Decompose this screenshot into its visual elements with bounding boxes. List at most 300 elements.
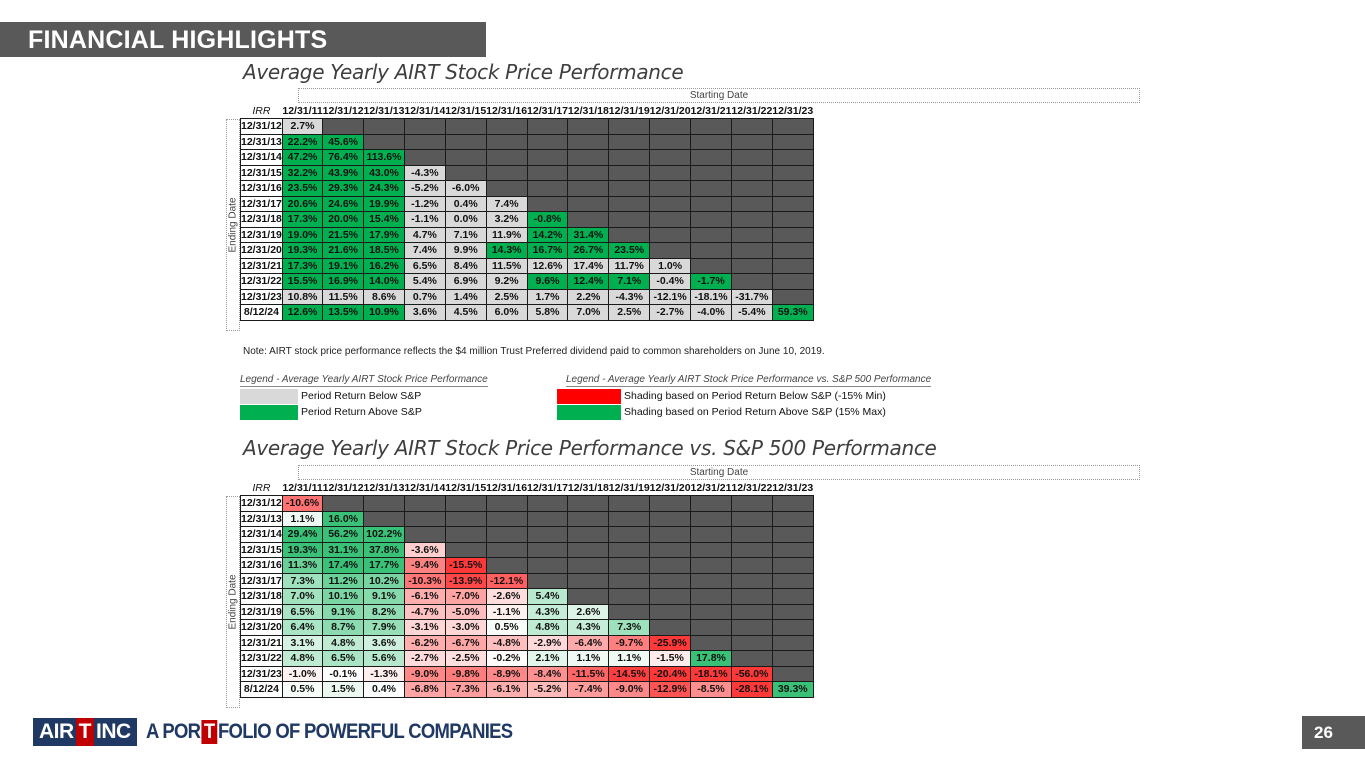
table-cell: 16.7% (527, 243, 568, 259)
empty-cell (568, 119, 609, 135)
empty-cell (486, 119, 527, 135)
empty-cell (486, 527, 527, 543)
column-header: 12/31/13 (363, 104, 405, 117)
table-cell: 17.3% (282, 212, 322, 228)
table-cell: -4.0% (691, 305, 732, 321)
column-header: 12/31/11 (282, 481, 323, 494)
empty-cell (364, 134, 405, 150)
table-cell: 1.1% (282, 511, 322, 527)
row-header: 12/31/15 (241, 543, 282, 556)
empty-cell (772, 243, 813, 259)
table-cell: 11.3% (282, 558, 322, 574)
table-cell: -6.7% (445, 635, 486, 651)
empty-cell (691, 212, 732, 228)
empty-cell (772, 150, 813, 166)
table-cell: 26.7% (568, 243, 609, 259)
column-header: 12/31/16 (486, 104, 528, 117)
empty-cell (772, 134, 813, 150)
table-cell: 5.4% (404, 274, 445, 290)
empty-cell (691, 527, 732, 543)
empty-cell (731, 496, 772, 512)
table-cell: 31.4% (568, 227, 609, 243)
row-header: 12/31/12 (241, 497, 282, 510)
empty-cell (486, 496, 527, 512)
empty-cell (650, 542, 691, 558)
table-cell: 8.7% (323, 620, 364, 636)
legend1-swatch-below (240, 389, 298, 404)
table-cell: 0.4% (445, 196, 486, 212)
table-cell: 20.0% (323, 212, 364, 228)
empty-cell (609, 119, 650, 135)
row-header: 12/31/18 (241, 590, 282, 603)
table-cell: 2.5% (609, 305, 650, 321)
empty-cell (527, 527, 568, 543)
section-banner: FINANCIAL HIGHLIGHTS (0, 22, 486, 57)
empty-cell (691, 181, 732, 197)
table-cell: 1.7% (527, 289, 568, 305)
row-header: 12/31/23 (241, 667, 282, 680)
empty-cell (486, 542, 527, 558)
table-cell: -0.2% (486, 651, 527, 667)
empty-cell (527, 119, 568, 135)
table-row (241, 589, 814, 605)
empty-cell (650, 604, 691, 620)
table-row (241, 496, 814, 512)
table-cell: 32.2% (282, 165, 322, 181)
table1-x-axis-label: Starting Date (298, 88, 1140, 103)
table-cell: 4.8% (323, 635, 364, 651)
empty-cell (691, 511, 732, 527)
table-cell: -12.1% (486, 573, 527, 589)
table-cell: -1.7% (691, 274, 732, 290)
table-row (241, 651, 814, 667)
table-cell: -3.1% (404, 620, 445, 636)
empty-cell (650, 589, 691, 605)
empty-cell (772, 558, 813, 574)
table-cell: 0.5% (282, 682, 322, 698)
table-row (241, 150, 814, 166)
table-cell: 10.9% (364, 305, 405, 321)
row-header: 12/31/22 (241, 275, 282, 288)
table-cell: 113.6% (364, 150, 405, 166)
table-row (241, 558, 814, 574)
table-cell: -1.3% (364, 666, 405, 682)
column-header: 12/31/15 (445, 481, 487, 494)
empty-cell (772, 196, 813, 212)
table-cell: 19.9% (364, 196, 405, 212)
table-cell: 17.3% (282, 258, 322, 274)
empty-cell (609, 165, 650, 181)
table-row (241, 134, 814, 150)
table-row (241, 666, 814, 682)
table-cell: 17.7% (364, 558, 405, 574)
empty-cell (486, 150, 527, 166)
table-cell: -7.4% (568, 682, 609, 698)
table-cell: 10.2% (364, 573, 405, 589)
table-cell: -1.5% (650, 651, 691, 667)
empty-cell (568, 212, 609, 228)
empty-cell (650, 558, 691, 574)
table-cell: -2.9% (527, 635, 568, 651)
table-cell: 59.3% (772, 305, 813, 321)
row-header: 12/31/20 (241, 621, 282, 634)
table-cell: 1.0% (650, 258, 691, 274)
empty-cell (364, 511, 405, 527)
table-cell: 39.3% (772, 682, 813, 698)
table-row (241, 227, 814, 243)
table-cell: 7.0% (282, 589, 322, 605)
row-header: 12/31/21 (241, 636, 282, 649)
table-cell: 11.2% (323, 573, 364, 589)
column-header: 12/31/19 (608, 481, 650, 494)
table-cell: -8.9% (486, 666, 527, 682)
empty-cell (731, 527, 772, 543)
empty-cell (486, 165, 527, 181)
empty-cell (691, 243, 732, 259)
empty-cell (731, 604, 772, 620)
table-cell: -0.1% (323, 666, 364, 682)
column-header: 12/31/17 (527, 481, 568, 494)
corner-label: IRR (252, 481, 271, 494)
empty-cell (445, 150, 486, 166)
table-cell: -9.0% (609, 682, 650, 698)
empty-cell (691, 635, 732, 651)
corner-label: IRR (252, 104, 271, 117)
empty-cell (731, 651, 772, 667)
empty-cell (527, 558, 568, 574)
table-cell: 1.5% (323, 682, 364, 698)
empty-cell (445, 511, 486, 527)
empty-cell (404, 511, 445, 527)
empty-cell (691, 620, 732, 636)
table-cell: 22.2% (282, 134, 322, 150)
table-cell: 76.4% (323, 150, 364, 166)
table-cell: -4.3% (609, 289, 650, 305)
table1 (240, 103, 814, 321)
column-header: 12/31/13 (363, 481, 405, 494)
table-cell: 7.4% (486, 196, 527, 212)
empty-cell (609, 496, 650, 512)
table-cell: 6.9% (445, 274, 486, 290)
row-header: 12/31/16 (241, 559, 282, 572)
table-cell: -20.4% (650, 666, 691, 682)
table-row (241, 181, 814, 197)
table-cell: 16.2% (364, 258, 405, 274)
table-row (241, 119, 814, 135)
tagline: A POR T FOLIO OF POWERFUL COMPANIES (145, 720, 513, 743)
table2-y-axis-label: Ending Date (226, 496, 240, 708)
table-cell: 17.4% (568, 258, 609, 274)
column-header: 12/31/23 (772, 481, 814, 494)
empty-cell (609, 542, 650, 558)
column-header: 12/31/17 (527, 104, 568, 117)
empty-cell (772, 542, 813, 558)
column-header: 12/31/12 (322, 481, 364, 494)
empty-cell (609, 527, 650, 543)
empty-cell (404, 150, 445, 166)
row-header: 12/31/20 (241, 244, 282, 257)
empty-cell (772, 119, 813, 135)
empty-cell (568, 181, 609, 197)
legend2-swatch-above (557, 405, 621, 420)
empty-cell (568, 511, 609, 527)
empty-cell (568, 558, 609, 574)
table-cell: 24.6% (323, 196, 364, 212)
row-header: 12/31/23 (241, 290, 282, 303)
table-cell: 43.9% (323, 165, 364, 181)
empty-cell (445, 542, 486, 558)
table-cell: 24.3% (364, 181, 405, 197)
empty-cell (527, 496, 568, 512)
table-cell: 11.9% (486, 227, 527, 243)
row-header: 12/31/13 (241, 512, 282, 525)
table-cell: -2.7% (404, 651, 445, 667)
table-cell: 4.3% (527, 604, 568, 620)
empty-cell (609, 134, 650, 150)
legend2-title: Legend - Average Yearly AIRT Stock Price Performance vs. S&P 500 Performance (566, 374, 932, 385)
empty-cell (650, 150, 691, 166)
table2-title: Average Yearly AIRT Stock Price Performance vs. S&P 500 Performance (243, 436, 937, 460)
empty-cell (527, 196, 568, 212)
table-cell: 3.6% (404, 305, 445, 321)
empty-cell (445, 165, 486, 181)
empty-cell (731, 150, 772, 166)
table-cell: 29.4% (282, 527, 322, 543)
empty-cell (650, 212, 691, 228)
table-cell: 4.8% (527, 620, 568, 636)
column-header: 12/31/18 (567, 104, 609, 117)
empty-cell (404, 527, 445, 543)
table-row (241, 274, 814, 290)
table-cell: 3.6% (364, 635, 405, 651)
column-header: 12/31/14 (404, 481, 446, 494)
table-cell: -6.1% (404, 589, 445, 605)
row-header: 12/31/17 (241, 197, 282, 210)
row-header: 12/31/22 (241, 652, 282, 665)
table-cell: 1.1% (568, 651, 609, 667)
empty-cell (568, 134, 609, 150)
table-cell: 21.6% (323, 243, 364, 259)
table-cell: 37.8% (364, 542, 405, 558)
table-cell: 2.6% (568, 604, 609, 620)
row-header: 8/12/24 (241, 682, 283, 698)
table-cell: -5.2% (527, 682, 568, 698)
table1-y-axis-label: Ending Date (226, 119, 240, 331)
empty-cell (772, 651, 813, 667)
empty-cell (527, 573, 568, 589)
column-header: 12/31/19 (608, 104, 650, 117)
table-cell: -0.8% (527, 212, 568, 228)
row-header: 12/31/17 (241, 574, 282, 587)
table-cell: 11.7% (609, 258, 650, 274)
empty-cell (731, 573, 772, 589)
table-cell: 43.0% (364, 165, 405, 181)
table-cell: 2.5% (486, 289, 527, 305)
empty-cell (691, 604, 732, 620)
row-header: 12/31/12 (241, 120, 282, 133)
row-header: 12/31/21 (241, 259, 282, 272)
empty-cell (650, 134, 691, 150)
empty-cell (772, 289, 813, 305)
empty-cell (772, 604, 813, 620)
column-header: 12/31/20 (649, 104, 691, 117)
empty-cell (650, 511, 691, 527)
table-cell: -9.7% (609, 635, 650, 651)
table-cell: -0.4% (650, 274, 691, 290)
empty-cell (691, 134, 732, 150)
empty-cell (772, 258, 813, 274)
empty-cell (527, 542, 568, 558)
empty-cell (772, 666, 813, 682)
table-cell: -6.0% (445, 181, 486, 197)
table-cell: -6.4% (568, 635, 609, 651)
empty-cell (568, 542, 609, 558)
table-cell: -6.1% (486, 682, 527, 698)
table-row (241, 258, 814, 274)
empty-cell (609, 150, 650, 166)
empty-cell (731, 227, 772, 243)
empty-cell (772, 635, 813, 651)
table-cell: -2.6% (486, 589, 527, 605)
empty-cell (609, 181, 650, 197)
row-header: 8/12/24 (241, 305, 283, 321)
table-cell: 8.4% (445, 258, 486, 274)
table-cell: -56.0% (731, 666, 772, 682)
empty-cell (731, 558, 772, 574)
empty-cell (609, 589, 650, 605)
table-cell: -10.3% (404, 573, 445, 589)
empty-cell (568, 589, 609, 605)
row-header: 12/31/13 (241, 135, 282, 148)
table-cell: -6.8% (404, 682, 445, 698)
table-cell: -5.0% (445, 604, 486, 620)
empty-cell (691, 165, 732, 181)
empty-cell (650, 527, 691, 543)
empty-cell (731, 511, 772, 527)
empty-cell (691, 558, 732, 574)
empty-cell (609, 196, 650, 212)
table-cell: 6.0% (486, 305, 527, 321)
empty-cell (323, 496, 364, 512)
empty-cell (364, 119, 405, 135)
empty-cell (691, 227, 732, 243)
table-cell: 19.3% (282, 243, 322, 259)
table-cell: 0.4% (364, 682, 405, 698)
empty-cell (609, 227, 650, 243)
table-row (241, 542, 814, 558)
table-row (241, 573, 814, 589)
empty-cell (731, 165, 772, 181)
legend2-label-above: Shading based on Period Return Above S&P (15% Max) (624, 406, 886, 418)
empty-cell (731, 181, 772, 197)
table-cell: 7.1% (609, 274, 650, 290)
table-cell: 2.1% (527, 651, 568, 667)
empty-cell (731, 196, 772, 212)
empty-cell (772, 573, 813, 589)
table-cell: 6.5% (323, 651, 364, 667)
empty-cell (691, 573, 732, 589)
footnote: Note: AIRT stock price performance reflects the $4 million Trust Preferred dividend paid to common shareholders on June 10, 2019. (243, 346, 825, 357)
empty-cell (527, 165, 568, 181)
empty-cell (486, 558, 527, 574)
table-cell: 15.4% (364, 212, 405, 228)
empty-cell (772, 274, 813, 290)
empty-cell (731, 243, 772, 259)
empty-cell (568, 527, 609, 543)
empty-cell (650, 196, 691, 212)
column-header: 12/31/14 (404, 104, 446, 117)
empty-cell (404, 496, 445, 512)
table-cell: -9.8% (445, 666, 486, 682)
table-cell: -12.1% (650, 289, 691, 305)
table-row (241, 682, 814, 698)
empty-cell (691, 258, 732, 274)
empty-cell (609, 212, 650, 228)
table-row (241, 212, 814, 228)
table-cell: 7.9% (364, 620, 405, 636)
empty-cell (691, 589, 732, 605)
table-cell: 6.4% (282, 620, 322, 636)
empty-cell (609, 573, 650, 589)
table-cell: 9.2% (486, 274, 527, 290)
table-cell: 17.4% (323, 558, 364, 574)
table-row (241, 196, 814, 212)
table-cell: 1.1% (609, 651, 650, 667)
table-cell: 15.5% (282, 274, 322, 290)
table-cell: 14.0% (364, 274, 405, 290)
table-row (241, 165, 814, 181)
empty-cell (731, 119, 772, 135)
table-cell: 17.9% (364, 227, 405, 243)
table2 (240, 480, 814, 698)
table-cell: 4.8% (282, 651, 322, 667)
empty-cell (486, 181, 527, 197)
table-cell: -7.3% (445, 682, 486, 698)
table-cell: -15.5% (445, 558, 486, 574)
table-cell: 0.5% (486, 620, 527, 636)
table-cell: 2.2% (568, 289, 609, 305)
empty-cell (609, 511, 650, 527)
empty-cell (404, 119, 445, 135)
empty-cell (527, 511, 568, 527)
table-cell: 20.6% (282, 196, 322, 212)
table-cell: 47.2% (282, 150, 322, 166)
empty-cell (650, 496, 691, 512)
empty-cell (731, 620, 772, 636)
table-cell: -1.1% (404, 212, 445, 228)
legend1-label-above: Period Return Above S&P (301, 406, 422, 418)
row-header: 12/31/19 (241, 605, 282, 618)
table-cell: 12.6% (282, 305, 322, 321)
empty-cell (650, 243, 691, 259)
empty-cell (772, 165, 813, 181)
table-cell: -8.4% (527, 666, 568, 682)
empty-cell (772, 227, 813, 243)
table-cell: -25.9% (650, 635, 691, 651)
table-cell: 3.1% (282, 635, 322, 651)
empty-cell (445, 119, 486, 135)
empty-cell (731, 212, 772, 228)
table-cell: 12.6% (527, 258, 568, 274)
column-header: 12/31/15 (445, 104, 487, 117)
column-header: 12/31/20 (649, 481, 691, 494)
empty-cell (772, 620, 813, 636)
empty-cell (486, 511, 527, 527)
page-number: 26 (1302, 716, 1365, 749)
table-cell: 13.5% (323, 305, 364, 321)
table-cell: 5.8% (527, 305, 568, 321)
empty-cell (731, 134, 772, 150)
